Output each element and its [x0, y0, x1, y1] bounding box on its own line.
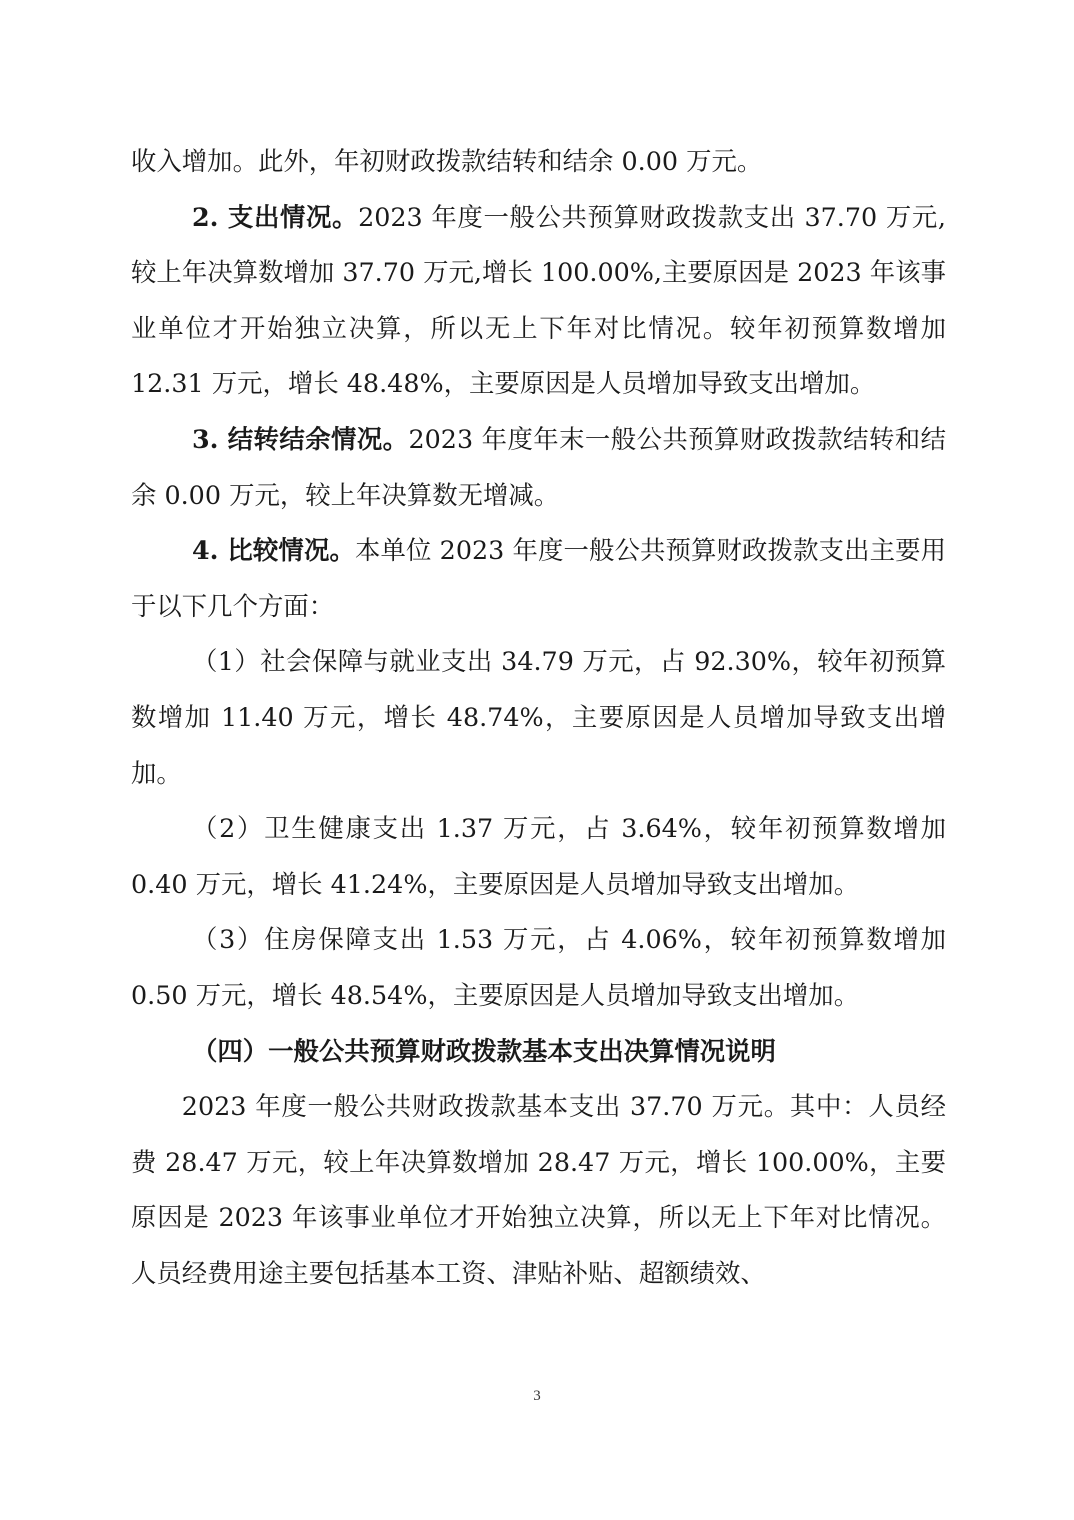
section-heading-basic-expenditure: （四）一般公共预算财政拨款基本支出决算情况说明 — [191, 1035, 776, 1066]
paragraph-comparison-text: 本单位 2023 年度一般公共预算财政拨款支出主要用于以下几个方面： — [131, 535, 946, 621]
paragraph-basic-expenditure: 2023 年度一般公共财政拨款基本支出 37.70 万元。其中：人员经费 28.47 万元，较上年决算数增加 28.47 万元，增长 100.00%，主要原因是 2023 年该事业单位才开始独立决算，所以无上下年对比情况。人员经费用途主要包括基本工资、津贴补贴、超额绩效、 — [131, 1091, 946, 1288]
paragraph-carryover — [131, 412, 946, 523]
section-label-carryover: 3. 结转结余情况。 — [191, 423, 409, 454]
list-item-housing: （3）住房保障支出 1.53 万元，占 4.06%，较年初预算数增加 0.50 万元，增长 48.54%，主要原因是人员增加导致支出增加。 — [131, 924, 946, 1010]
paragraph-comparison — [131, 523, 946, 634]
section-label-expenditure: 2. 支出情况。 — [191, 201, 359, 232]
paragraph-expenditure — [131, 190, 946, 412]
document-body — [131, 134, 946, 1301]
paragraph-carryover-text: 2023 年度年末一般公共预算财政拨款结转和结余 0.00 万元，较上年决算数无增减。 — [131, 423, 946, 510]
section-label-comparison: 4. 比较情况。 — [191, 535, 355, 566]
page-number: 3 — [533, 1388, 541, 1404]
paragraph-income-continued: 收入增加。此外，年初财政拨款结转和结余 0.00 万元。 — [131, 146, 763, 176]
paragraph-expenditure-text: 2023 年度一般公共预算财政拨款支出 37.70 万元,较上年决算数增加 37.70 万元,增长 100.00%,主要原因是 2023 年该事业单位才开始独立决算，所以无上下年对比情况。较年初预算数增加 12.31 万元，增长 48.48%，主要原因是人员增加导致支出增加。 — [131, 201, 946, 399]
list-item-health: （2）卫生健康支出 1.37 万元，占 3.64%，较年初预算数增加 0.40 万元，增长 41.24%，主要原因是人员增加导致支出增加。 — [131, 813, 946, 899]
list-item-social-security: （1）社会保障与就业支出 34.79 万元，占 92.30%，较年初预算数增加 11.40 万元，增长 48.74%，主要原因是人员增加导致支出增加。 — [131, 646, 946, 788]
